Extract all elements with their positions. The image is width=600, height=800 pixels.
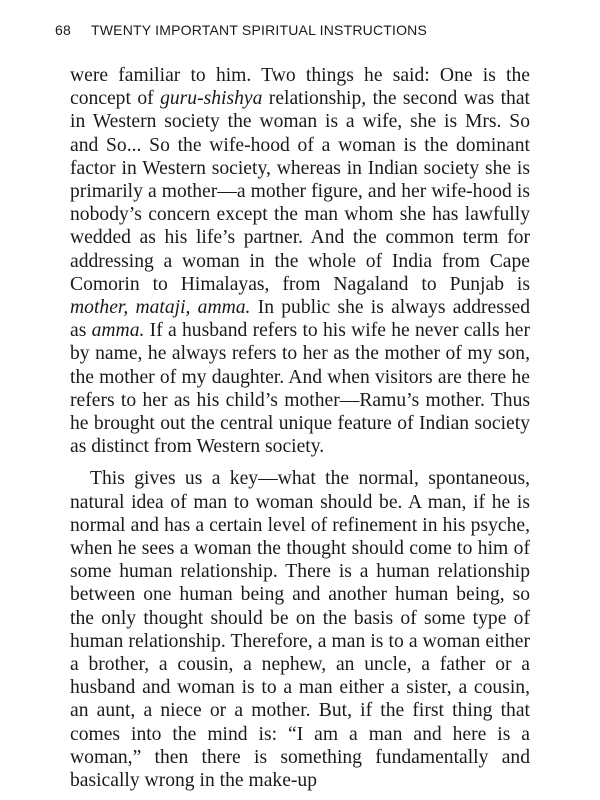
text-run: relationship, the second was that in Western society the woman is a wife, she is Mrs. So and So... So the wife-hood of a woman is the dominant factor in Western society, whereas in Indian society she is primarily a mother—a mother figure, and her wife-hood is nobody’s concern except the man whom she has lawfully wedded as his life’s partner. And the common term for addressing a woman in the whole of India from Cape Comorin to Himalayas, from Nagaland to Punjab is [70, 88, 530, 295]
text-run: were familiar to him. Two things he said: One is the concept of [70, 65, 530, 110]
text-run: This gives us a key—what the normal, spontaneous, natural idea of man to woman should be. A man, if he is normal and has a certain level of refinement in his psyche, when he sees a woman the thought should come to him of some human relationship. There is a human relationship between one human being and another human being, so the only thought should be on the basis of some type of human relationship. Therefore, a man is to a woman either a brother, a cousin, a nephew, an uncle, a father or a husband and woman is to a man either a sister, a cousin, an aunt, a niece or a mother. But, if the first thing that comes into the mind is: “I am a man and here is a woman,” then there is something fundamentally and basically wrong in the make-up [70, 468, 530, 792]
paragraph-1 [70, 64, 530, 458]
text-run: In public she is always addressed as [70, 297, 530, 342]
running-title: TWENTY IMPORTANT SPIRITUAL INSTRUCTIONS [90, 22, 428, 38]
italic-term: mother, mataji, amma. [70, 297, 251, 319]
text-run: If a husband refers to his wife he never calls her by name, he always refers to her as the mother of my son, the mother of my daughter. And when visitors are there he refers to her as his child’s mother—Ramu’s mother. Thus he brought out the central unique feature of Indian society as distinct from Western society. [70, 320, 530, 458]
italic-term: amma. [91, 320, 145, 342]
page-header [55, 22, 575, 38]
body-text [70, 64, 530, 792]
page-number: 68 [55, 22, 71, 38]
italic-term: guru-shishya [160, 88, 263, 110]
paragraph-2 [70, 467, 530, 792]
